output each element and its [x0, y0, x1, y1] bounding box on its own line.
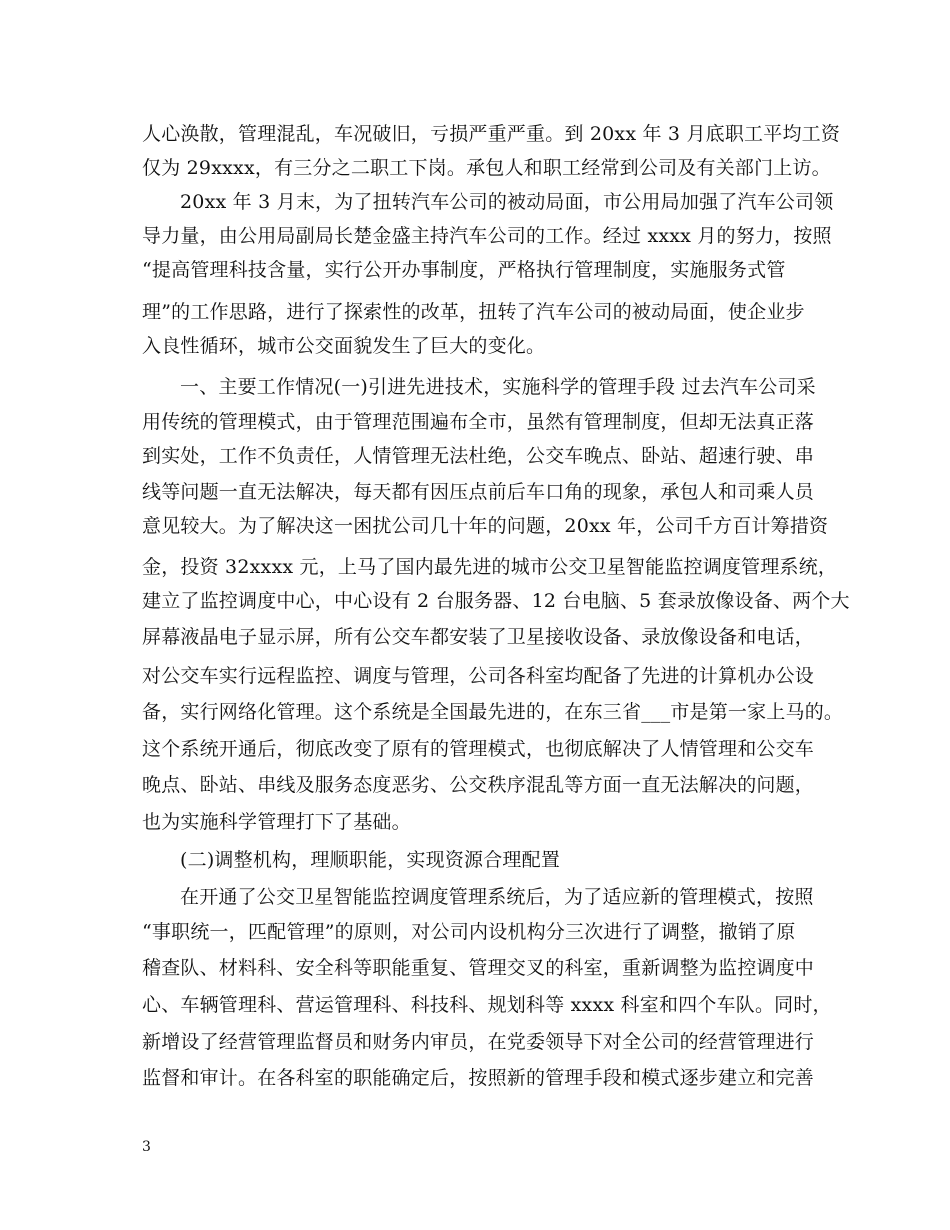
- text-line: “事职统一，匹配管理”的原则，对公司内设机构分三次进行了调整，撤销了原: [142, 921, 796, 943]
- text-line: 用传统的管理模式，由于管理范围遍布全市，虽然有管理制度，但却无法真正落: [142, 411, 815, 433]
- text-line: “提高管理科技含量，实行公开办事制度，严格执行管理制度，实施服务式管: [142, 259, 786, 281]
- text-line: 意见较大。为了解决这一困扰公司几十年的问题，20xx 年，公司千方百计筹措资: [142, 515, 829, 537]
- text-line: 线等问题一直无法解决，每天都有因压点前后车口角的现象，承包人和司乘人员: [142, 481, 815, 503]
- text-line: 一、主要工作情况(一)引进先进技术，实施科学的管理手段 过去汽车公司采: [180, 376, 816, 398]
- text-line: 心、车辆管理科、营运管理科、科技科、规划科等 xxxx 科室和四个车队。同时，: [142, 994, 832, 1016]
- text-line: 监督和审计。在各科室的职能确定后，按照新的管理手段和模式逐步建立和完善: [142, 1067, 815, 1089]
- text-line: 建立了监控调度中心，中心设有 2 台服务器、12 台电脑、5 套录放像设备、两个大: [142, 590, 850, 612]
- text-line: 稽查队、材料科、安全科等职能重复、管理交叉的科室，重新调整为监控调度中: [142, 957, 815, 979]
- text-line: 备，实行网络化管理。这个系统是全国最先进的，在东三省___市是第一家上马的。: [142, 701, 844, 723]
- text-line: 新增设了经营管理监督员和财务内审员，在党委领导下对全公司的经营管理进行: [142, 1031, 815, 1053]
- text-line: 金，投资 32xxxx 元，上马了国内最先进的城市公交卫星智能监控调度管理系统，: [142, 556, 838, 578]
- text-line: 也为实施科学管理打下了基础。: [142, 811, 411, 833]
- text-line: 入良性循环，城市公交面貌发生了巨大的变化。: [142, 335, 546, 357]
- text-line: 导力量，由公用局副局长楚金盛主持汽车公司的工作。经过 xxxx 月的努力，按照: [142, 225, 832, 247]
- text-line: 人心涣散，管理混乱，车况破旧，亏损严重严重。到 20xx 年 3 月底职工平均工资: [142, 123, 841, 145]
- text-line: 对公交车实行远程监控、调度与管理，公司各科室均配备了先进的计算机办公设: [142, 665, 815, 687]
- text-line: 这个系统开通后，彻底改变了原有的管理模式，也彻底解决了人情管理和公交车: [142, 738, 815, 760]
- text-line: 仅为 29xxxx，有三分之二职工下岗。承包人和职工经常到公司及有关部门上访。: [142, 157, 831, 179]
- page-number: 3: [142, 1139, 151, 1155]
- text-line: 到实处，工作不负责任，人情管理无法杜绝，公交车晚点、卧站、超速行驶、串: [142, 445, 815, 467]
- text-line: 屏幕液晶电子显示屏，所有公交车都安装了卫星接收设备、录放像设备和电话，: [142, 626, 815, 648]
- text-line: 20xx 年 3 月末，为了扭转汽车公司的被动局面，市公用局加强了汽车公司领: [180, 191, 834, 213]
- text-line: 晚点、卧站、串线及服务态度恶劣、公交秩序混乱等方面一直无法解决的问题，: [142, 774, 815, 796]
- text-line: 在开通了公交卫星智能监控调度管理系统后，为了适应新的管理模式，按照: [180, 886, 814, 908]
- text-line: 理”的工作思路，进行了探索性的改革，扭转了汽车公司的被动局面，使企业步: [142, 301, 805, 323]
- section-heading: (二)调整机构，理顺职能，实现资源合理配置: [180, 849, 561, 871]
